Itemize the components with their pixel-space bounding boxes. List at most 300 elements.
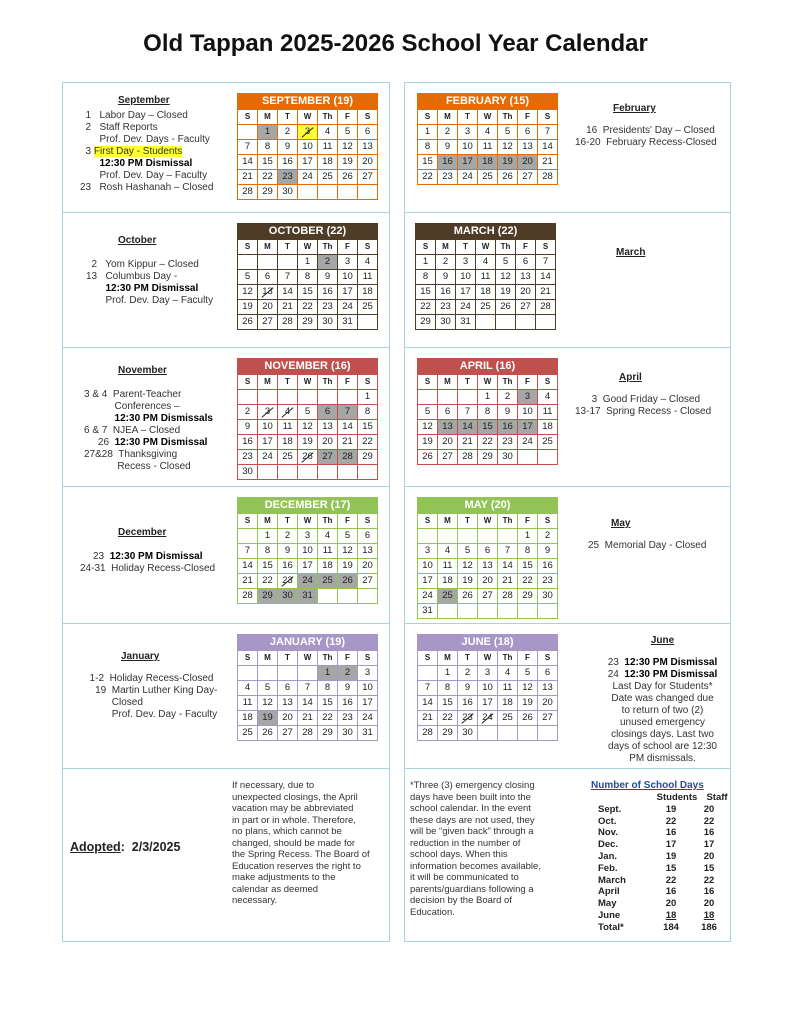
day-cell: 7 [538, 125, 558, 140]
day-cell: 20 [538, 696, 558, 711]
weekday-header: Th [498, 651, 518, 666]
day-cell: 2 [318, 255, 338, 270]
day-cell: 23 [498, 435, 518, 450]
empty-cell [538, 604, 558, 619]
day-cell: 8 [416, 270, 436, 285]
note-line: 12:30 PM Dismissal [80, 158, 193, 169]
day-cell: 28 [278, 315, 298, 330]
day-cell: 5 [238, 270, 258, 285]
empty-cell [258, 465, 278, 480]
school-days-month: Sept. [598, 803, 622, 815]
day-cell: 20 [258, 300, 278, 315]
day-cell: 22 [298, 300, 318, 315]
day-cell: 24 [456, 300, 476, 315]
adopted-date [70, 840, 180, 854]
weekday-header: S [538, 651, 558, 666]
weekday-header: W [298, 375, 318, 390]
day-cell: 15 [438, 696, 458, 711]
day-cell: 25 [478, 170, 498, 185]
vacation-note-line: the Spring Recess. The Board of [232, 849, 370, 860]
day-cell: 28 [338, 450, 358, 465]
weekday-header: S [538, 514, 558, 529]
day-cell: 2 [238, 405, 258, 420]
empty-cell [538, 726, 558, 741]
day-cell: 6 [258, 270, 278, 285]
day-cell: 23 [436, 300, 456, 315]
weekday-header: M [438, 110, 458, 125]
day-cell: 16 [338, 696, 358, 711]
day-cell: 5 [298, 405, 318, 420]
weekday-header: W [478, 651, 498, 666]
day-cell: 16 [238, 435, 258, 450]
day-cell: 26 [298, 450, 318, 465]
empty-cell [536, 315, 556, 330]
day-cell: 7 [536, 255, 556, 270]
weekday-header: M [436, 240, 456, 255]
day-cell: 27 [358, 170, 378, 185]
weekday-header: S [238, 514, 258, 529]
vacation-note-line: If necessary, due to [232, 780, 315, 791]
day-cell: 14 [498, 559, 518, 574]
day-cell: 1 [318, 666, 338, 681]
notes-september [80, 95, 230, 194]
day-cell: 4 [476, 255, 496, 270]
day-cell: 25 [358, 300, 378, 315]
day-cell: 11 [278, 420, 298, 435]
note-line: 6 & 7 NJEA – Closed [84, 425, 181, 436]
school-days-month: March [598, 874, 626, 886]
weekday-header: S [538, 110, 558, 125]
note-line: 3 & 4 Parent-Teacher [84, 389, 182, 400]
empty-cell [358, 185, 378, 200]
note-line: 27&28 Thanksgiving [84, 449, 178, 460]
day-cell: 29 [358, 450, 378, 465]
day-cell: 30 [318, 315, 338, 330]
day-cell: 23 [238, 450, 258, 465]
weekday-header: Th [498, 514, 518, 529]
students-count: 19 [665, 803, 677, 815]
day-cell: 12 [496, 270, 516, 285]
note-line: days of school are 12:30 [608, 741, 717, 752]
day-cell: 1 [478, 390, 498, 405]
day-cell: 3 [418, 544, 438, 559]
note-line [80, 146, 230, 158]
adopted-value: 2/3/2025 [131, 840, 181, 854]
weekday-header: M [258, 110, 278, 125]
calendar-october [237, 223, 378, 330]
students-count: 22 [665, 815, 677, 827]
day-cell: 6 [538, 666, 558, 681]
emergency-note-line: these days are not used, they [410, 814, 535, 826]
day-cell: 3 [478, 666, 498, 681]
day-cell: 24 [298, 574, 318, 589]
note-line: 13-17 Spring Recess - Closed [575, 406, 712, 417]
weekday-header: F [338, 514, 358, 529]
day-cell: 7 [238, 140, 258, 155]
empty-cell [518, 450, 538, 465]
day-cell: 10 [418, 559, 438, 574]
school-days-month: Feb. [598, 862, 618, 874]
calendar-may [417, 497, 558, 619]
day-cell: 30 [458, 726, 478, 741]
day-cell: 26 [238, 315, 258, 330]
school-days-row [598, 816, 732, 828]
empty-cell [358, 589, 378, 604]
day-cell: 19 [298, 435, 318, 450]
weekday-header: T [278, 651, 298, 666]
note-line: 16 Presidents' Day – Closed [575, 125, 715, 136]
day-cell: 1 [258, 125, 278, 140]
day-cell: 19 [338, 559, 358, 574]
vacation-note-line: changed, should be made for [232, 837, 356, 849]
emergency-note-line: school calendar. In the event [410, 803, 531, 814]
empty-cell [278, 390, 298, 405]
calendar-march [415, 223, 556, 330]
day-cell: 5 [338, 125, 358, 140]
day-cell: 22 [418, 170, 438, 185]
day-cell: 28 [418, 726, 438, 741]
weekday-header: W [476, 240, 496, 255]
day-cell: 24 [258, 450, 278, 465]
empty-cell [338, 589, 358, 604]
empty-cell [498, 726, 518, 741]
weekday-header: Th [318, 240, 338, 255]
day-cell: 1 [298, 255, 318, 270]
day-cell: 10 [456, 270, 476, 285]
day-cell: 14 [298, 696, 318, 711]
day-cell: 19 [258, 711, 278, 726]
day-cell: 2 [338, 666, 358, 681]
vacation-note-line: no plans, which cannot be [232, 826, 342, 837]
weekday-header: W [298, 651, 318, 666]
staff-count: 16 [703, 827, 715, 839]
empty-cell [238, 390, 258, 405]
day-cell: 27 [438, 450, 458, 465]
school-days-month: Total* [598, 921, 624, 933]
staff-count: 15 [703, 862, 715, 874]
day-cell: 1 [258, 529, 278, 544]
staff-header: Staff [706, 792, 728, 803]
school-days-row [598, 839, 732, 851]
day-cell: 20 [518, 155, 538, 170]
day-cell: 20 [278, 711, 298, 726]
day-cell: 7 [418, 681, 438, 696]
day-cell: 24 [298, 170, 318, 185]
weekday-header: Th [318, 375, 338, 390]
day-cell: 9 [458, 681, 478, 696]
weekday-header: F [338, 110, 358, 125]
day-cell: 20 [318, 435, 338, 450]
day-cell: 25 [438, 589, 458, 604]
empty-cell [516, 315, 536, 330]
day-cell: 7 [298, 681, 318, 696]
day-cell: 11 [318, 140, 338, 155]
day-cell: 29 [438, 726, 458, 741]
weekday-header: S [418, 651, 438, 666]
day-cell: 29 [478, 450, 498, 465]
school-days-row [598, 851, 732, 863]
empty-cell [518, 604, 538, 619]
day-cell: 14 [538, 140, 558, 155]
weekday-header: M [258, 375, 278, 390]
school-days-month: Dec. [598, 839, 619, 851]
day-cell: 6 [358, 529, 378, 544]
day-cell: 18 [498, 696, 518, 711]
day-cell: 17 [458, 155, 478, 170]
day-cell: 7 [338, 405, 358, 420]
empty-cell [298, 390, 318, 405]
weekday-header: Th [318, 110, 338, 125]
school-days-row [598, 827, 732, 839]
empty-cell [278, 465, 298, 480]
day-cell: 7 [238, 544, 258, 559]
day-cell: 20 [358, 559, 378, 574]
school-days-row [598, 886, 732, 898]
month-grid [237, 109, 378, 200]
weekday-header: T [458, 651, 478, 666]
day-cell: 3 [458, 125, 478, 140]
month-title: MAY (20) [417, 497, 558, 513]
notes-november-heading: November [118, 365, 167, 376]
empty-cell [476, 315, 496, 330]
day-cell: 27 [516, 300, 536, 315]
weekday-header: T [278, 514, 298, 529]
day-cell: 8 [358, 405, 378, 420]
note-line: Prof. Dev. Day - Faculty [84, 709, 218, 720]
staff-count: 20 [703, 803, 715, 815]
notes-december-heading: December [118, 527, 167, 538]
day-cell: 8 [418, 140, 438, 155]
note-date: 3 [80, 146, 94, 157]
day-cell: 3 [456, 255, 476, 270]
day-cell: 17 [418, 574, 438, 589]
note-line: Prof. Dev. Day – Faculty [80, 170, 208, 181]
empty-cell [278, 255, 298, 270]
day-cell: 27 [258, 315, 278, 330]
empty-cell [438, 604, 458, 619]
day-cell: 8 [438, 681, 458, 696]
day-cell: 15 [298, 285, 318, 300]
weekday-header: S [418, 375, 438, 390]
notes-march-heading: March [616, 247, 646, 258]
day-cell: 21 [538, 155, 558, 170]
day-cell: 28 [238, 589, 258, 604]
empty-cell [458, 604, 478, 619]
month-title: OCTOBER (22) [237, 223, 378, 239]
school-days-row [598, 804, 732, 816]
weekday-header: S [358, 651, 378, 666]
note-line: 25 Memorial Day - Closed [588, 540, 707, 551]
day-cell: 16 [458, 696, 478, 711]
note-line: 13 Columbus Day - [86, 271, 178, 282]
weekday-header: Th [498, 110, 518, 125]
notes-may [588, 518, 728, 552]
day-cell: 21 [458, 435, 478, 450]
day-cell: 27 [358, 574, 378, 589]
month-title: NOVEMBER (16) [237, 358, 378, 374]
day-cell: 21 [238, 170, 258, 185]
day-cell: 21 [498, 574, 518, 589]
school-days-table [598, 792, 732, 934]
empty-cell [438, 529, 458, 544]
day-cell: 17 [298, 155, 318, 170]
weekday-header: M [258, 651, 278, 666]
day-cell: 19 [496, 285, 516, 300]
day-cell: 10 [478, 681, 498, 696]
empty-cell [298, 185, 318, 200]
day-cell: 16 [278, 559, 298, 574]
note-date: 26 [84, 437, 115, 448]
day-cell: 22 [318, 711, 338, 726]
note-line: closings days. Last two [611, 729, 714, 740]
day-cell: 27 [478, 589, 498, 604]
day-cell: 30 [338, 726, 358, 741]
day-cell: 15 [416, 285, 436, 300]
day-cell: 13 [278, 696, 298, 711]
day-cell: 28 [498, 589, 518, 604]
note-date: 24 [607, 669, 625, 680]
emergency-note-line: school days. When this [410, 849, 508, 860]
day-cell: 12 [458, 559, 478, 574]
empty-cell [318, 185, 338, 200]
day-cell: 19 [458, 574, 478, 589]
day-cell: 10 [458, 140, 478, 155]
day-cell: 10 [298, 140, 318, 155]
empty-cell [458, 529, 478, 544]
notes-may-heading: May [611, 518, 631, 529]
day-cell: 23 [438, 170, 458, 185]
weekday-header: S [238, 375, 258, 390]
day-cell: 19 [418, 435, 438, 450]
emergency-note [410, 780, 570, 918]
empty-cell [496, 315, 516, 330]
empty-cell [338, 185, 358, 200]
notes-june-heading: June [650, 635, 675, 646]
weekday-header: T [278, 110, 298, 125]
day-cell: 10 [358, 681, 378, 696]
empty-cell [258, 255, 278, 270]
empty-cell [498, 604, 518, 619]
day-cell: 1 [418, 125, 438, 140]
school-days-month: April [598, 886, 620, 898]
weekday-header: T [456, 240, 476, 255]
weekday-header: Th [498, 375, 518, 390]
school-days-month: May [598, 898, 617, 910]
day-cell: 4 [358, 255, 378, 270]
day-cell: 21 [418, 711, 438, 726]
day-cell: 7 [278, 270, 298, 285]
note-line: 2 Yom Kippur – Closed [86, 259, 199, 270]
note-line: 19 Martin Luther King Day- [84, 685, 218, 696]
notes-april [575, 372, 725, 418]
day-cell: 27 [278, 726, 298, 741]
note-bold: 12:30 PM Dismissal [114, 437, 208, 448]
month-grid [415, 239, 556, 330]
emergency-note-line: information becomes available, [410, 860, 541, 872]
weekday-header: F [338, 375, 358, 390]
day-cell: 14 [278, 285, 298, 300]
day-cell: 27 [518, 170, 538, 185]
weekday-header: M [438, 375, 458, 390]
notes-february [575, 103, 725, 149]
students-count: 16 [665, 886, 677, 898]
day-cell: 11 [476, 270, 496, 285]
day-cell: 3 [298, 125, 318, 140]
day-cell: 18 [538, 420, 558, 435]
day-cell: 15 [418, 155, 438, 170]
day-cell: 4 [538, 390, 558, 405]
month-title: APRIL (16) [417, 358, 558, 374]
note-line: Last Day for Students* [612, 681, 713, 692]
day-cell: 21 [238, 574, 258, 589]
day-cell: 12 [498, 140, 518, 155]
note-line: 2 Staff Reports [80, 122, 158, 133]
day-cell: 14 [458, 420, 478, 435]
vacation-note-line: unexpected closings, the April [232, 791, 358, 803]
note-line: 24-31 Holiday Recess-Closed [80, 563, 216, 574]
day-cell: 13 [358, 140, 378, 155]
emergency-note-line: will be “given back” through a [410, 826, 534, 837]
day-cell: 9 [338, 681, 358, 696]
day-cell: 13 [318, 420, 338, 435]
day-cell: 29 [318, 726, 338, 741]
weekday-header: T [458, 514, 478, 529]
day-cell: 8 [318, 681, 338, 696]
day-cell: 25 [318, 574, 338, 589]
notes-june [595, 635, 730, 765]
day-cell: 11 [358, 270, 378, 285]
weekday-header: W [478, 375, 498, 390]
weekday-header: F [518, 110, 538, 125]
empty-cell [298, 666, 318, 681]
staff-count: 22 [703, 815, 715, 827]
day-cell: 15 [258, 559, 278, 574]
day-cell: 21 [278, 300, 298, 315]
weekday-header: F [518, 651, 538, 666]
empty-cell [318, 390, 338, 405]
day-cell: 14 [418, 696, 438, 711]
day-cell: 11 [478, 140, 498, 155]
school-days-month: June [598, 909, 621, 921]
note-line: to return of two (2) [621, 705, 704, 716]
day-cell: 26 [338, 170, 358, 185]
day-cell: 18 [318, 559, 338, 574]
weekday-header: Th [318, 651, 338, 666]
note-line: 1 Labor Day – Closed [80, 110, 188, 121]
empty-cell [518, 726, 538, 741]
notes-april-heading: April [619, 372, 642, 383]
month-title: DECEMBER (17) [237, 497, 378, 513]
note-line [93, 551, 234, 563]
day-cell: 17 [358, 696, 378, 711]
day-cell: 2 [278, 125, 298, 140]
empty-cell [478, 604, 498, 619]
empty-cell [238, 255, 258, 270]
day-cell: 12 [418, 420, 438, 435]
day-cell: 15 [258, 155, 278, 170]
day-cell: 18 [318, 155, 338, 170]
day-cell: 7 [498, 544, 518, 559]
day-cell: 1 [416, 255, 436, 270]
month-grid [417, 513, 558, 619]
day-cell: 23 [278, 574, 298, 589]
day-cell: 9 [278, 140, 298, 155]
staff-count: 17 [703, 839, 715, 851]
vacation-note-line: Education reserves the right to [232, 860, 361, 872]
school-days-row [598, 898, 732, 910]
empty-cell [338, 390, 358, 405]
day-cell: 22 [438, 711, 458, 726]
